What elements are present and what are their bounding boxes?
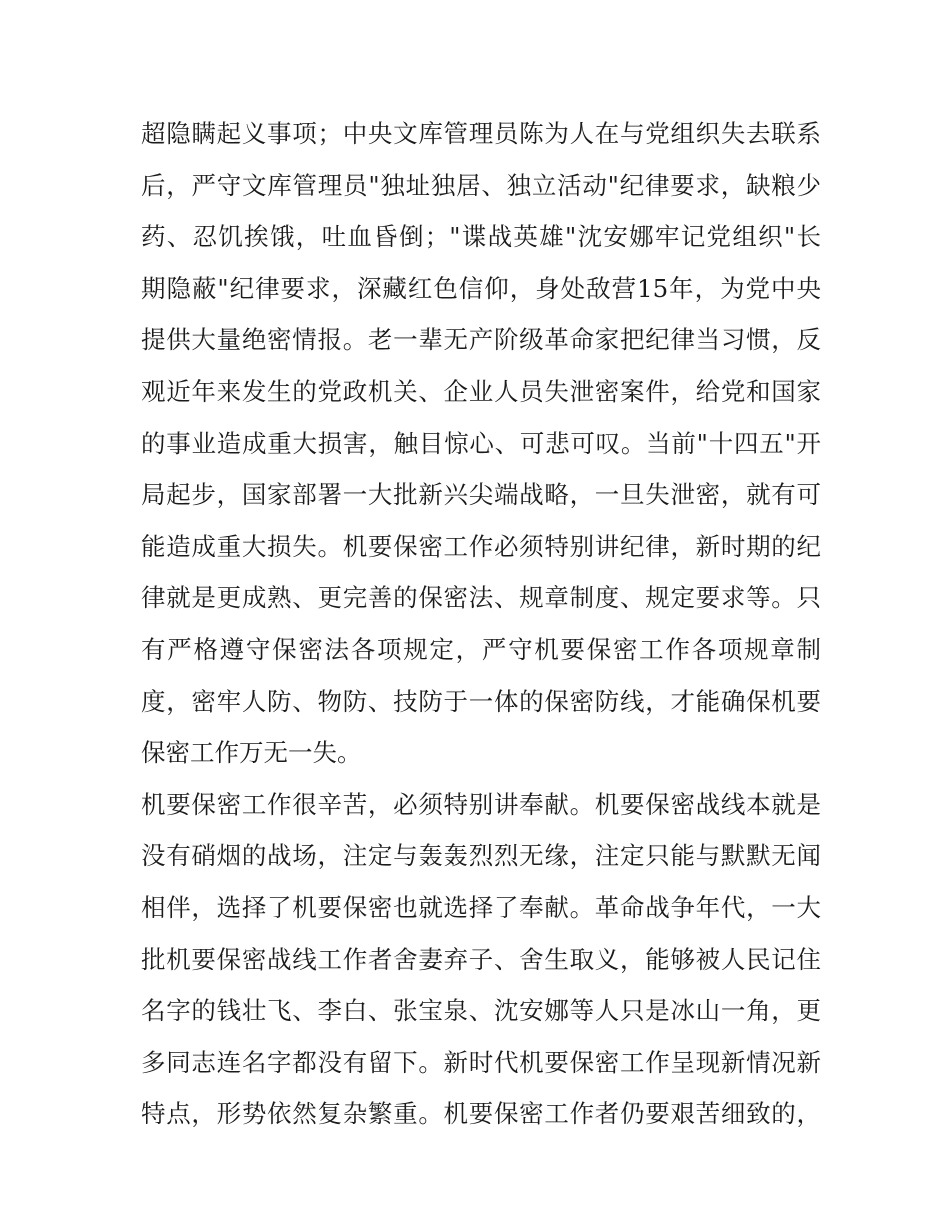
text-line: 超隐瞒起义事项；中央文库管理员陈为人在与党组织失去联系	[141, 119, 821, 148]
body-text	[141, 108, 821, 1140]
text-line: 期隐蔽"纪律要求，深藏红色信仰，身处敌营15年，为党中央	[141, 273, 821, 303]
text-line: 特点，形势依然复杂繁重。机要保密工作者仍要艰苦细致的，	[141, 1099, 821, 1129]
text-line: 的事业造成重大损害，触目惊心、可悲可叹。当前"十四五"开	[141, 428, 821, 458]
text-line: 药、忍饥挨饿，吐血昏倒；"谍战英雄"沈安娜牢记党组织"长	[141, 222, 821, 252]
text-line: 机要保密工作很辛苦，必须特别讲奉献。机要保密战线本就是	[141, 789, 821, 819]
text-line: 提供大量绝密情报。老一辈无产阶级革命家把纪律当习惯，反	[141, 325, 821, 355]
text-line: 多同志连名字都没有留下。新时代机要保密工作呈现新情况新	[141, 1047, 821, 1077]
text-line-last: 保密工作万无一失。	[141, 738, 362, 768]
text-line: 局起步，国家部署一大批新兴尖端战略，一旦失泄密，就有可	[141, 480, 821, 510]
paragraph-1	[141, 108, 821, 779]
text-line: 后，严守文库管理员"独址独居、独立活动"纪律要求，缺粮少	[141, 170, 821, 200]
text-line: 没有硝烟的战场，注定与轰轰烈烈无缘，注定只能与默默无闻	[141, 841, 821, 871]
text-line: 度，密牢人防、物防、技防于一体的保密防线，才能确保机要	[141, 686, 821, 716]
text-line: 批机要保密战线工作者舍妻弃子、舍生取义，能够被人民记住	[141, 944, 821, 974]
text-line: 相伴，选择了机要保密也就选择了奉献。革命战争年代，一大	[141, 892, 821, 922]
text-line: 有严格遵守保密法各项规定，严守机要保密工作各项规章制	[141, 634, 821, 664]
text-line: 名字的钱壮飞、李白、张宝泉、沈安娜等人只是冰山一角，更	[141, 996, 821, 1026]
text-line: 律就是更成熟、更完善的保密法、规章制度、规定要求等。只	[141, 583, 821, 613]
paragraph-2	[141, 779, 821, 1140]
text-line: 能造成重大损失。机要保密工作必须特别讲纪律，新时期的纪	[141, 531, 821, 561]
text-line: 观近年来发生的党政机关、企业人员失泄密案件，给党和国家	[141, 376, 821, 406]
